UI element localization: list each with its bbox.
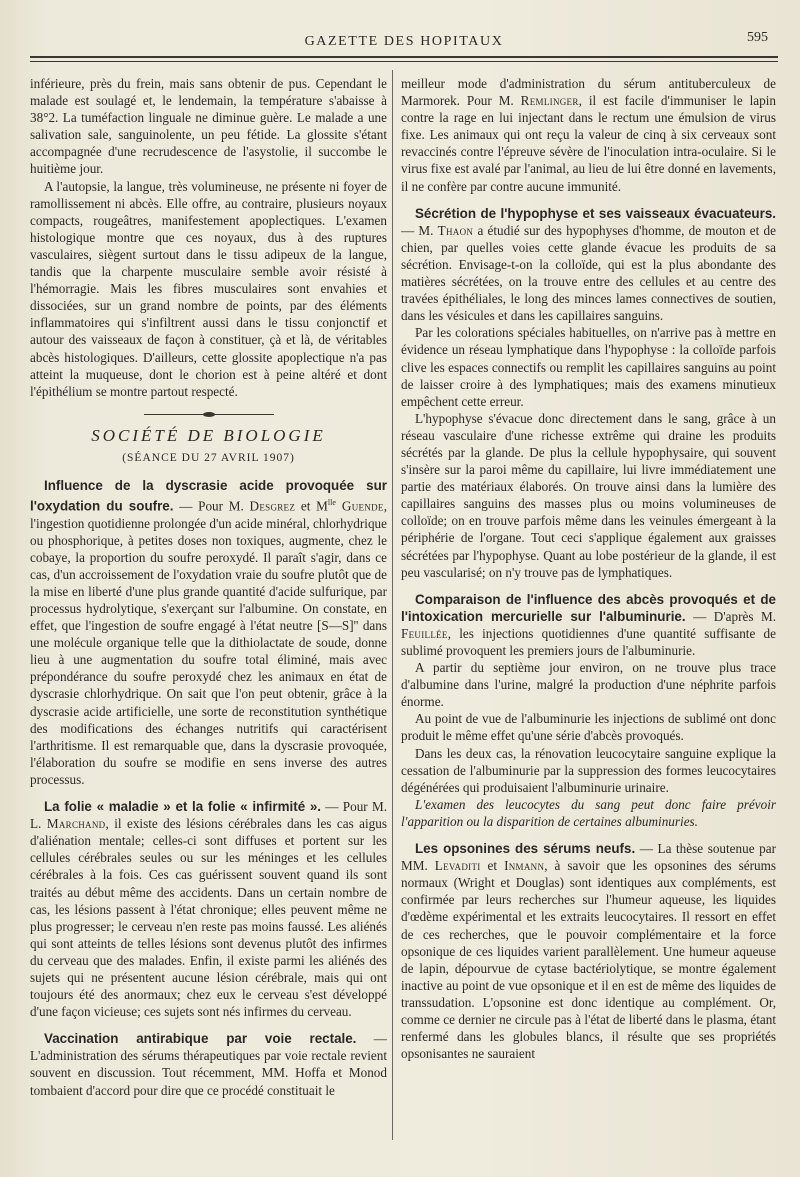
paragraph: Au point de vue de l'albuminurie les injections de sublimé ont donc produit le même effet qu'une série d'abcès provoqués. (401, 711, 776, 744)
article-title: La folie « maladie » et la folie « infirmité ». (44, 799, 322, 815)
society-heading: SOCIÉTÉ DE BIOLOGIE (91, 425, 326, 445)
article-paragraph: Influence de la dyscrasie acide provoquée sur l'oxydation du soufre. — Pour M. Desgrez et $M^{lle}$ Guende, l'ingestion quotidienne prolongée d'un acide minéral, chlorhydrique ou phosphorique, à petites doses non toxiques, augmente, chez le cobaye, la proportion du soufre peroxydé. Il paraît s'agir, dans ce cas, d'un accroissement de l'oxydation vraie du soufre plutôt que de la mise en liberté d'une plus grande quantité d'acide sulfurique, par processus hydrolytique, s'exerçant sur l'albumine. On constate, en effet, que l'ingestion de soufre engagé à l'état neutre [S—S]'' dans une molécule organique telle que la dithiolactate de soude, donne lieu à une augmentation du soufre total éliminé, mais avec prépondérance du soufre peroxydé chez les animaux en état de dyscrasie chlorhydrique. On sait que l'on peut obtenir, grâce à la dyscrasie acide artificielle, une sorte de reconstitution synthétique des modifications des échanges nutritifs qui caractérisent l'arthritisme. Il est remarquable que, dans la dyscrasie provoquée, l'élaboration du soufre se modifie en sens inverse des autres processus. (30, 477, 388, 787)
section-separator (144, 414, 274, 415)
left-column (30, 75, 387, 1099)
paragraph: Par les colorations spéciales habituelles, on n'arrive pas à mettre en évidence un réseau lymphatique dans l'hypophyse : la colloïde parfois clive les espaces connectifs ou remplit les capillaires sanguins au point de laisser croire à des lymphatiques; mais des examens minutieux empêchent cette erreur. (401, 325, 776, 409)
article-paragraph: Sécrétion de l'hypophyse et ses vaisseaux évacuateurs. — M. Thaon a étudié sur des hypophyses d'homme, de mouton et de chien, par quelles voies cette glande évacue les produits de sa sécrétion. Envisage-t-on la colloïde, qui est la plus abondante des matières sécrétées, on la trouve entre des cellules et au centre des travées épithéliales, le long des minces lames connectives de soutien, dans les vésicules et dans les capillaires sanguins. (401, 205, 776, 324)
author-name: Levaditi (434, 858, 481, 874)
article-paragraph: La folie « maladie » et la folie « infirmité ». — Pour M. L. Marchand, il existe des lésions cérébrales dans les cas aigus d'aliénation mentale; celles-ci sont diffuses et portent sur les cellules cérébrales seules ou sur les méninges et les cellules cérébrales à la fois. Ces cas guérissent souvent quand ils sont traités au début même des accidents. Dans un certain nombre de cas, les lésions passent à l'état chronique; elles peuvent même ne plus progresser; le cerveau n'en reste pas moins faussé. Les aliénés qui sont atteints de telles lésions sont devenus plutôt des infirmes du cerveau que des malades. Enfin, il existe parmi les aliénés des sujets qui ne présentent aucune lésion cérébrale, mais qui ont toujours été des anormaux; chez eux le cerveau s'est développé d'une façon vicieuse; ces sujets sont nés infirmes du cerveau. (30, 799, 387, 1020)
session-date: (SÉANCE DU 27 AVRIL 1907) (122, 451, 295, 464)
author-name: Desgrez (249, 498, 296, 514)
article-paragraph: Les opsonines des sérums neufs. — La thèse soutenue par MM. Levaditi et Inmann, à savoir que les opsonines des sérums normaux (Wright et Douglas) sont identiques aux compléments, est confirmée par leurs recherches sur l'humeur aqueuse, les liquides d'œdème expérimental et les extraits leucocytaires. Il ressort en effet de ces recherches, que le pouvoir complémentaire et la force opsonique de ces liquides varient parallèlement. Une humeur aqueuse de lapin, dépourvue de cytase bactériolytique, se montre également inactive au point de vue opsonique et il en est de même des liquides de transsudation. L'opsonine est donc identique au complément. Or, comme ce dernier ne circule pas à l'état de liberté dans le plasma, étant renfermé dans les globules blancs, il résulte que ses propriétés opsonisantes ne sauraient (401, 841, 776, 1062)
paragraph: L'hypophyse s'évacue donc directement dans le sang, grâce à un réseau vasculaire d'une richesse extrême qui draine les produits sécrétés par la glande. De plus la cellule hypophysaire, qui souvent s'insère sur la paroi même du capillaire, lui livre immédiatement une partie des matériaux élaborés. On trouve ainsi dans la lumière des capillaires sanguins des masses plus ou moins volumineuses de colloïde; on en trouve parfois même dans les veinules émergeant à la périphérie de l'organe. Tout ceci s'applique également aux graisses sécrétées par l'hypophyse. Quant au lobe postérieur de la glande, il est peu vascularisé; on n'y trouve pas de lymphatiques. (401, 410, 776, 580)
author-name: Inmann (504, 858, 545, 874)
author-name: Thaon (437, 222, 474, 238)
paragraph: Dans les deux cas, la rénovation leucocytaire sanguine explique la cessation de l'albuminurie par la suppression des formes leucocytaires dégénérées qui produisaient l'albuminurie urinaire. (401, 745, 776, 795)
article-title: Sécrétion de l'hypophyse et ses vaisseaux évacuateurs. (415, 205, 776, 221)
paragraph: inférieure, près du frein, mais sans obtenir de pus. Cependant le malade est soulagé et, le lendemain, la température s'abaisse à 38°2. La tuméfaction linguale ne diminue guère. Le malade a une salivation sale, sanguinolente, un peu fétide. La glossite s'étant accompagnée d'une recrudescence de l'asystolie, il succombe le huitième jour. (30, 76, 387, 177)
article-title: Vaccination antirabique par voie rectale. (44, 1031, 357, 1047)
italic-conclusion: L'examen des leucocytes du sang peut donc faire prévoir l'apparition ou la disparition de certaines albuminuries. (401, 796, 776, 829)
article-title: Comparaison de l'influence des abcès provoqués et de l'intoxication mercurielle sur l'albuminurie. (401, 591, 776, 624)
article-title: Influence de la dyscrasie acide provoquée sur l'oxydation du soufre. (30, 477, 387, 514)
paragraph: A l'autopsie, la langue, très volumineuse, ne présente ni foyer de ramollissement ni abcès. Elle offre, au contraire, plusieurs noyaux compacts, rougeâtres, manifestement apoplectiques. L'examen histologique montre que ces noyaux, dus à des ruptures vasculaires, siègent surtout dans le tissu adipeux de la langue, tandis que la charpente musculaire semble avoir résisté à l'hémorragie. Mais les fibres musculaires sont envahies et dissociées, sur un grand nombre de points, par des éléments inflammatoires qui s'infiltrent aussi dans le tissu conjonctif et autour des vaisseaux de façon à constituer, çà et là, de véritables abcès histologiques. D'ailleurs, cette glossite apoplectique n'a pas atteint la muqueuse, dont le chorion est à peine altéré et dont l'épithélium se montre partout respecté. (30, 178, 387, 399)
paragraph: meilleur mode d'administration du sérum antituberculeux de Marmorek. Pour M. Remlinger, il est facile d'immuniser le lapin contre la rage en lui injectant dans le rectum une émulsion de virus fixe. Les animaux qui ont reçu la valeur de cinq à six cerveaux sont revaccinés contre l'épreuve sévère de l'inoculation intra-oculaire. Si le virus fixe est avalé par l'animal, au lieu de lui être donné en lavements, il ne confère par contre aucune immunité. (401, 76, 776, 194)
author-name: Guende (335, 498, 384, 514)
page-number: 595 (747, 30, 768, 45)
article-paragraph: Comparaison de l'influence des abcès provoqués et de l'intoxication mercurielle sur l'albuminurie. — D'après M. Feuillée, les injections quotidiennes d'une quantité suffisante de sublimé provoquent les premiers jours de l'albuminurie. (401, 591, 776, 658)
author-name: Marchand (46, 816, 106, 832)
paragraph: A partir du septième jour environ, on ne trouve plus trace d'albumine dans l'urine, malgré la production d'une néphrite parfois énorme. (401, 660, 776, 710)
header-rule (30, 56, 778, 62)
right-column (401, 75, 776, 1062)
article-paragraph: Vaccination antirabique par voie rectale. — L'administration des sérums thérapeutiques par voie rectale revient souvent en discussion. Tout récemment, MM. Hoffa et Monod tombaient d'accord pour dire que ce procédé constituait le (30, 1031, 387, 1098)
author-name: Remlinger (520, 93, 579, 109)
running-head (30, 28, 778, 54)
article-title: Les opsonines des sérums neufs. (415, 841, 636, 857)
journal-title: GAZETTE DES HOPITAUX (304, 34, 504, 49)
column-divider (392, 70, 393, 1140)
author-name: Feuillée (401, 625, 448, 641)
